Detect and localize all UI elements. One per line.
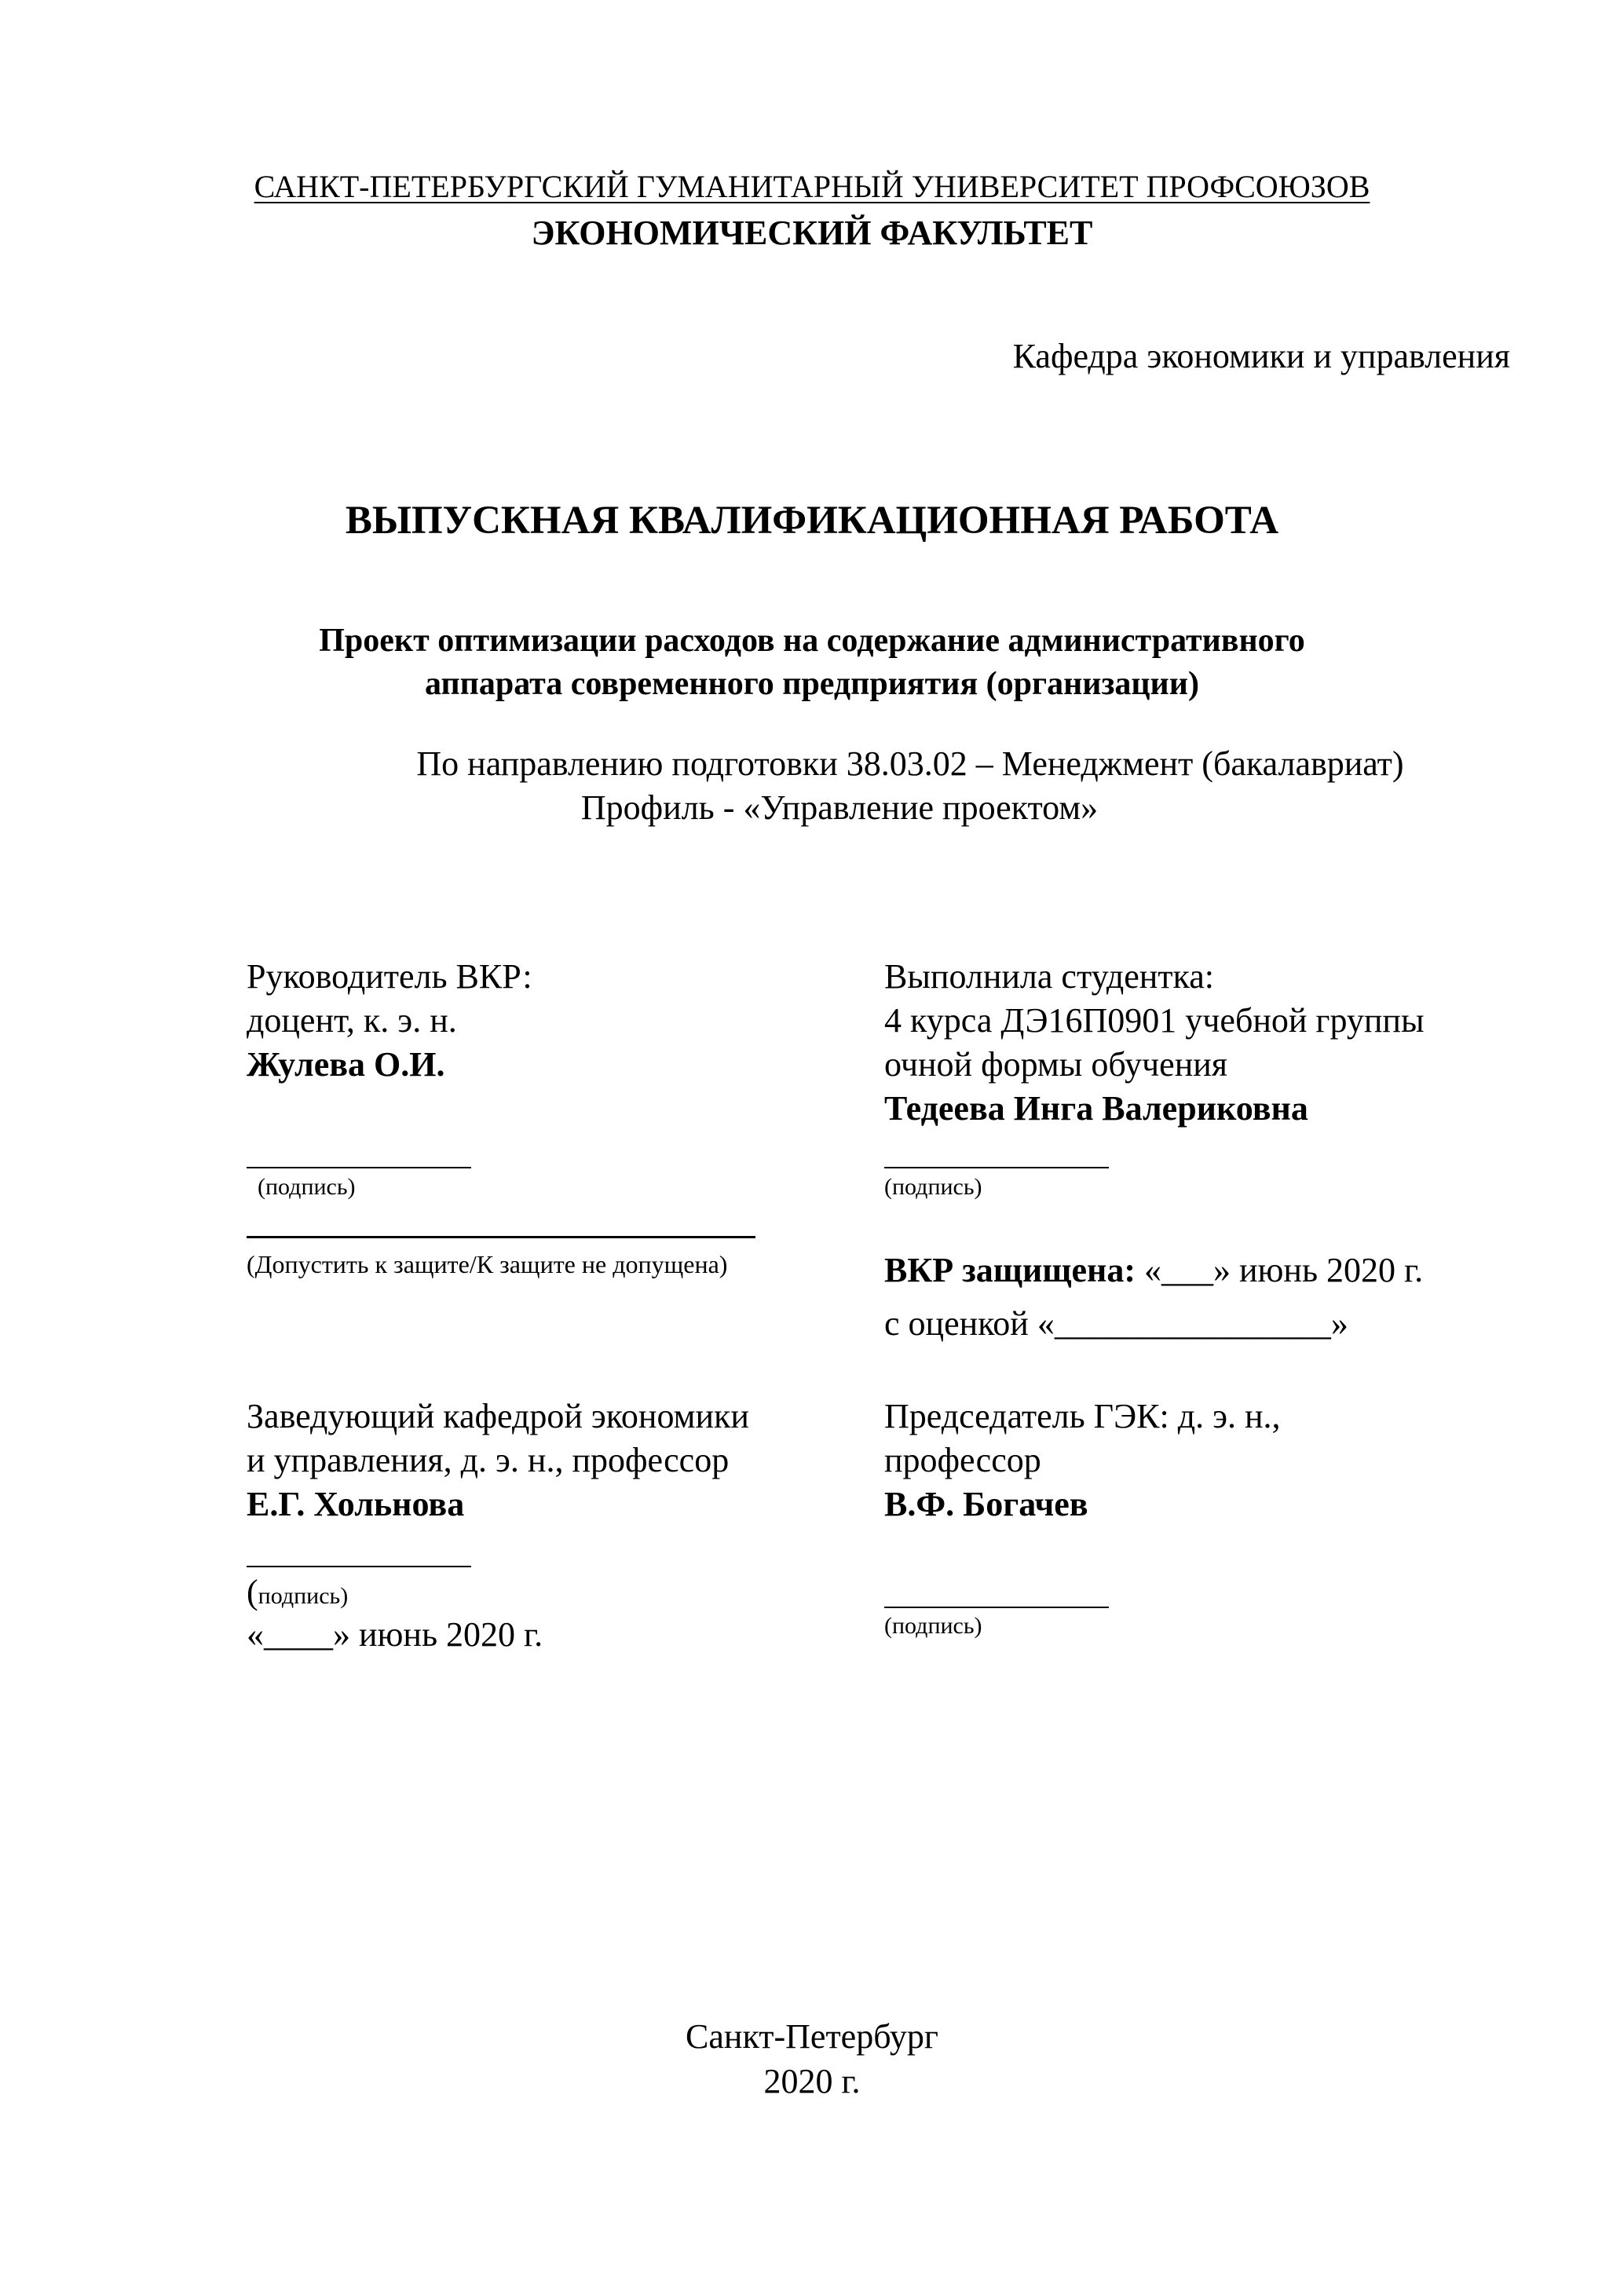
supervisor-signature-caption: (подпись) <box>258 1174 356 1200</box>
student-label: Выполнила студентка: <box>884 957 1214 996</box>
defense-grade: с оценкой «________________» <box>884 1304 1348 1343</box>
supervisor-signature-line <box>247 1167 471 1168</box>
department-name: Кафедра экономики и управления <box>1012 337 1510 375</box>
supervisor-label: Руководитель ВКР: <box>247 957 532 996</box>
student-signature-caption: (подпись) <box>884 1174 982 1200</box>
student-study-form: очной формы обучения <box>884 1045 1228 1084</box>
head-signature-caption: подпись) <box>258 1583 349 1609</box>
work-type-title: ВЫПУСКНАЯ КВАЛИФИКАЦИОННАЯ РАБОТА <box>345 499 1279 543</box>
head-signature-paren: ( <box>247 1573 258 1611</box>
supervisor-name: Жулева О.И. <box>247 1045 445 1084</box>
faculty-name: ЭКОНОМИЧЕСКИЙ ФАКУЛЬТЕТ <box>531 214 1093 252</box>
chairman-signature-caption: (подпись) <box>884 1613 982 1639</box>
university-name: САНКТ-ПЕТЕРБУРГСКИЙ ГУМАНИТАРНЫЙ УНИВЕРСИТЕТ ПРОФСОЮЗОВ <box>254 169 1370 204</box>
defense-status-label: ВКР защищена: <box>884 1251 1136 1289</box>
head-signature-caption-wrap <box>247 1575 348 1610</box>
head-name: Е.Г. Хольнова <box>247 1485 465 1523</box>
admission-caption: (Допустить к защите/К защите не допущена) <box>247 1250 728 1278</box>
head-signature-line <box>247 1566 471 1567</box>
footer-city: Санкт-Петербург <box>686 2017 938 2056</box>
head-date: «____» июнь 2020 г. <box>247 1615 543 1654</box>
head-title-line-2: и управления, д. э. н., профессор <box>247 1441 730 1479</box>
student-group: 4 курса ДЭ16П0901 учебной группы <box>884 1001 1425 1040</box>
chairman-title-line-2: профессор <box>884 1441 1041 1479</box>
direction-text: По направлению подготовки 38.03.02 – Менеджмент (бакалавриат) <box>416 744 1404 783</box>
topic-line-1: Проект оптимизации расходов на содержание административного <box>319 623 1305 659</box>
supervisor-title: доцент, к. э. н. <box>247 1001 457 1040</box>
topic-line-2: аппарата современного предприятия (организации) <box>425 666 1199 702</box>
footer-year: 2020 г. <box>763 2062 861 2100</box>
head-title-line-1: Заведующий кафедрой экономики <box>247 1397 749 1435</box>
student-signature-line <box>884 1167 1109 1168</box>
chairman-name: В.Ф. Богачев <box>884 1485 1088 1523</box>
student-name: Тедеева Инга Валериковна <box>884 1089 1308 1128</box>
profile-text: Профиль - «Управление проектом» <box>580 788 1099 827</box>
chairman-title-line-1: Председатель ГЭК: д. э. н., <box>884 1397 1281 1435</box>
chairman-signature-line <box>884 1607 1109 1608</box>
defense-status-date: «___» июнь 2020 г. <box>1136 1251 1424 1289</box>
defense-status <box>884 1253 1423 1288</box>
admission-line <box>247 1236 755 1238</box>
